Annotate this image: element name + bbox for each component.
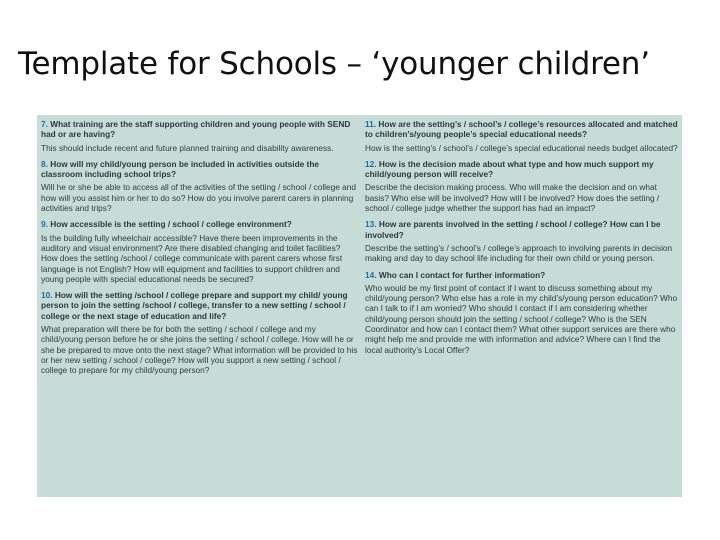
question-number: 11. bbox=[365, 119, 377, 129]
answer-guidance: Describe the decision making process. Who will make the decision and on what basis? Who else will be involved? How will I be involved? How does the setting / school / college judge whether the support has had an impact? bbox=[365, 182, 660, 214]
answer-guidance: Who would be my first point of contact if I want to discuss something about my child/young person? Who else has a role in my child’s/young person education? Who can I talk to if I am worried? Who should I contact if I am considering whether child/young person should join the setting / school / college? Who is the SEN Coordinator and how can I contact them? What other support services are there who might help me and provide me with information and advice? Where can I find the local authority’s Local Offer? bbox=[365, 282, 678, 355]
question-number: 14. bbox=[365, 269, 377, 280]
question-text: How is the decision made about what type and how much support my child/young person will receive? bbox=[365, 158, 654, 180]
question-item-12 bbox=[365, 159, 678, 213]
template-panel bbox=[37, 115, 682, 497]
question-number: 7. bbox=[41, 119, 48, 129]
answer-guidance: What preparation will there be for both the setting / school / college and my child/young person before he or she joins the setting / school / college. How will he or she be prepared to move onto the next stage? What information will be provided to his or her new setting / school / college? How will you support a new setting / school / college to prepare for my child/young person? bbox=[41, 324, 358, 376]
question-heading bbox=[365, 270, 678, 280]
question-text: How are parents involved in the setting / school / college? How can I be involved? bbox=[365, 219, 661, 240]
question-text: How will the setting /school / college prepare and support my child/ young person to join the setting /school / college, transfer to a new setting / school / college or the next stage of education and life? bbox=[41, 290, 348, 321]
question-item-11 bbox=[365, 119, 678, 153]
answer-guidance: Describe the setting’s / school’s / college’s approach to involving parents in decision making and day to day school life including for their own child or young person. bbox=[365, 242, 673, 264]
question-item-14 bbox=[365, 270, 678, 355]
question-number: 12. bbox=[365, 158, 377, 169]
question-text: How accessible is the setting / school / college environment? bbox=[50, 219, 292, 230]
right-column bbox=[365, 119, 678, 361]
question-heading bbox=[41, 290, 359, 321]
question-number: 8. bbox=[41, 158, 48, 169]
question-number: 9. bbox=[41, 219, 48, 230]
question-text: How are the setting’s / school’s / college’s resources allocated and matched to children’s/young people’s special educational needs? bbox=[365, 119, 678, 140]
answer-guidance: This should include recent and future planned training and disability awareness. bbox=[41, 142, 334, 153]
answer-guidance: Is the building fully wheelchair accessible? Have there been improvements in the auditory and visual environment? Are there disabled changing and toilet facilities? How does the setting /school / college communicate with parent carers whose first language is not English? How will equipment and facilities to support children and young people with special educational needs be secured? bbox=[41, 232, 343, 284]
slide-title: Template for Schools – ‘younger children’ bbox=[18, 46, 650, 82]
left-column bbox=[41, 119, 359, 382]
question-item-8 bbox=[41, 159, 359, 213]
question-number: 13. bbox=[365, 219, 377, 230]
question-heading bbox=[365, 159, 678, 180]
question-item-13 bbox=[365, 219, 678, 263]
question-item-9 bbox=[41, 219, 359, 284]
question-number: 10. bbox=[41, 290, 53, 301]
question-item-10 bbox=[41, 290, 359, 375]
question-text: Who can I contact for further information? bbox=[378, 269, 546, 280]
question-heading bbox=[41, 159, 359, 180]
question-heading bbox=[365, 219, 678, 240]
answer-guidance: Will he or she be able to access all of the activities of the setting / school / college and how will you assist him or her to do so? How do you involve parent carers in planning activities and trips? bbox=[41, 182, 356, 214]
question-item-7 bbox=[41, 119, 359, 153]
answer-guidance: How is the setting’s / school’s / college’s special educational needs budget allocated? bbox=[365, 142, 678, 153]
question-text: How will my child/young person be included in activities outside the classroom including school trips? bbox=[41, 158, 320, 180]
question-heading bbox=[41, 119, 359, 140]
question-text: What training are the staff supporting children and young people with SEND had or are having? bbox=[41, 119, 351, 140]
question-heading bbox=[41, 219, 359, 229]
question-heading bbox=[365, 119, 678, 140]
